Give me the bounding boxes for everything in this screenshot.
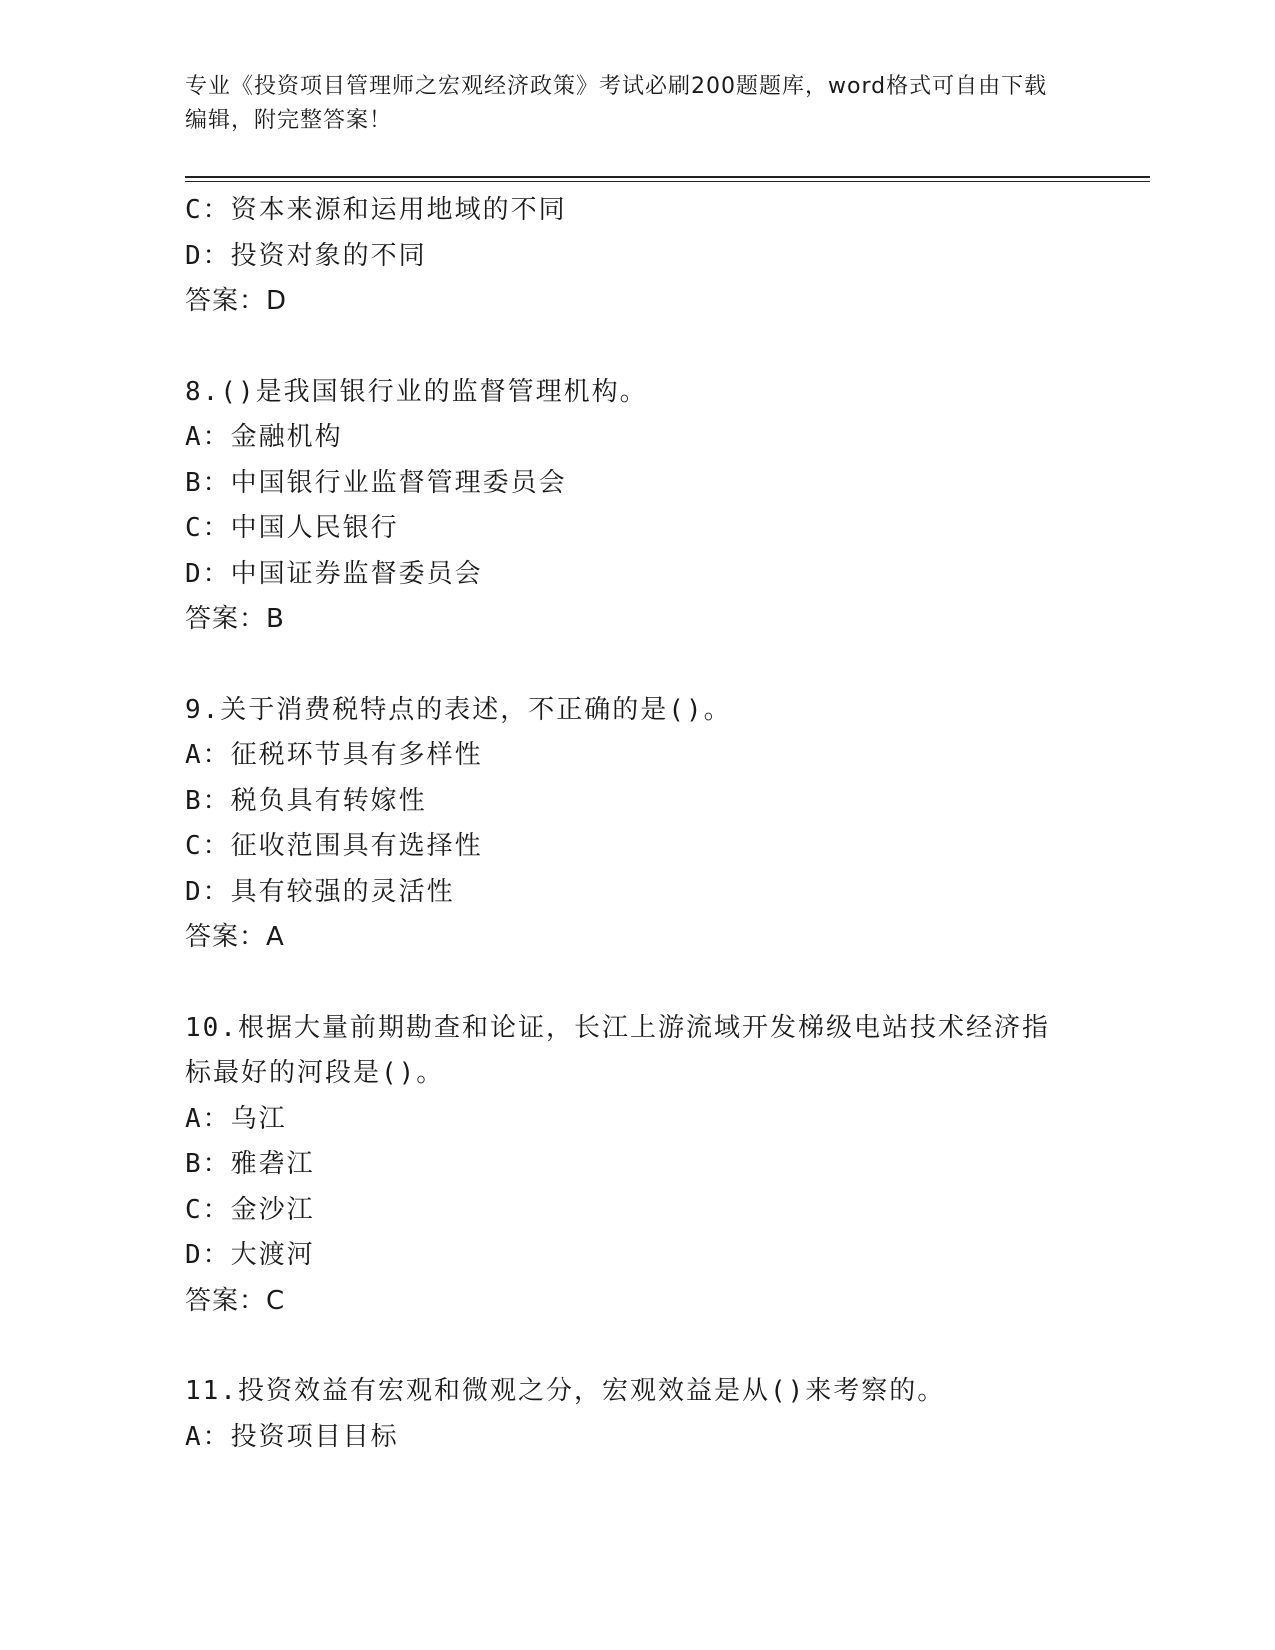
block-spacer — [185, 643, 1065, 688]
option-c: C：金沙江 — [185, 1194, 315, 1225]
question-block-10 — [185, 1006, 1065, 1325]
option-d: D：大渡河 — [185, 1240, 315, 1270]
question-block-8 — [185, 370, 1065, 643]
option-c: C：中国人民银行 — [185, 513, 399, 543]
question-list — [185, 188, 1065, 1460]
option-a: A：征税环节具有多样性 — [185, 740, 483, 770]
question-block-9 — [185, 688, 1065, 961]
question-text: 8.()是我国银行业的监督管理机构。 — [185, 376, 648, 407]
answer-line: 答案：D — [185, 286, 288, 316]
question-block-11 — [185, 1369, 1065, 1460]
option-b: B：税负具有转嫁性 — [185, 785, 427, 816]
question-block-7 — [185, 188, 1065, 325]
document-header: 专业《投资项目管理师之宏观经济政策》考试必刷200题题库，word格式可自由下载编辑，附完整答案！ — [185, 74, 1048, 133]
answer-line: 答案：B — [185, 604, 285, 634]
header-divider-thick — [185, 176, 1150, 178]
option-b: B：中国银行业监督管理委员会 — [185, 467, 567, 498]
option-a: A：金融机构 — [185, 422, 343, 452]
block-spacer — [185, 325, 1065, 370]
answer-line: 答案：C — [185, 1285, 286, 1316]
header-divider-thin — [185, 181, 1150, 182]
block-spacer — [185, 961, 1065, 1006]
option-b: B：雅砻江 — [185, 1149, 315, 1179]
option-d: D：具有较强的灵活性 — [185, 876, 455, 907]
question-text-line-2: 标最好的河段是()。 — [185, 1058, 445, 1088]
option-d: D：投资对象的不同 — [185, 240, 427, 271]
option-c: C：资本来源和运用地域的不同 — [185, 195, 567, 225]
question-text: 9.关于消费税特点的表述，不正确的是()。 — [185, 694, 732, 725]
option-c: C：征收范围具有选择性 — [185, 831, 483, 861]
answer-line: 答案：A — [185, 922, 285, 952]
option-a: A：乌江 — [185, 1103, 287, 1134]
question-text-line-1: 10.根据大量前期勘查和论证，长江上游流域开发梯级电站技术经济指 — [185, 1012, 1050, 1043]
option-d: D：中国证券监督委员会 — [185, 558, 483, 589]
option-a: A：投资项目目标 — [185, 1421, 399, 1452]
block-spacer — [185, 1324, 1065, 1369]
question-text: 11.投资效益有宏观和微观之分，宏观效益是从()来考察的。 — [185, 1376, 946, 1406]
